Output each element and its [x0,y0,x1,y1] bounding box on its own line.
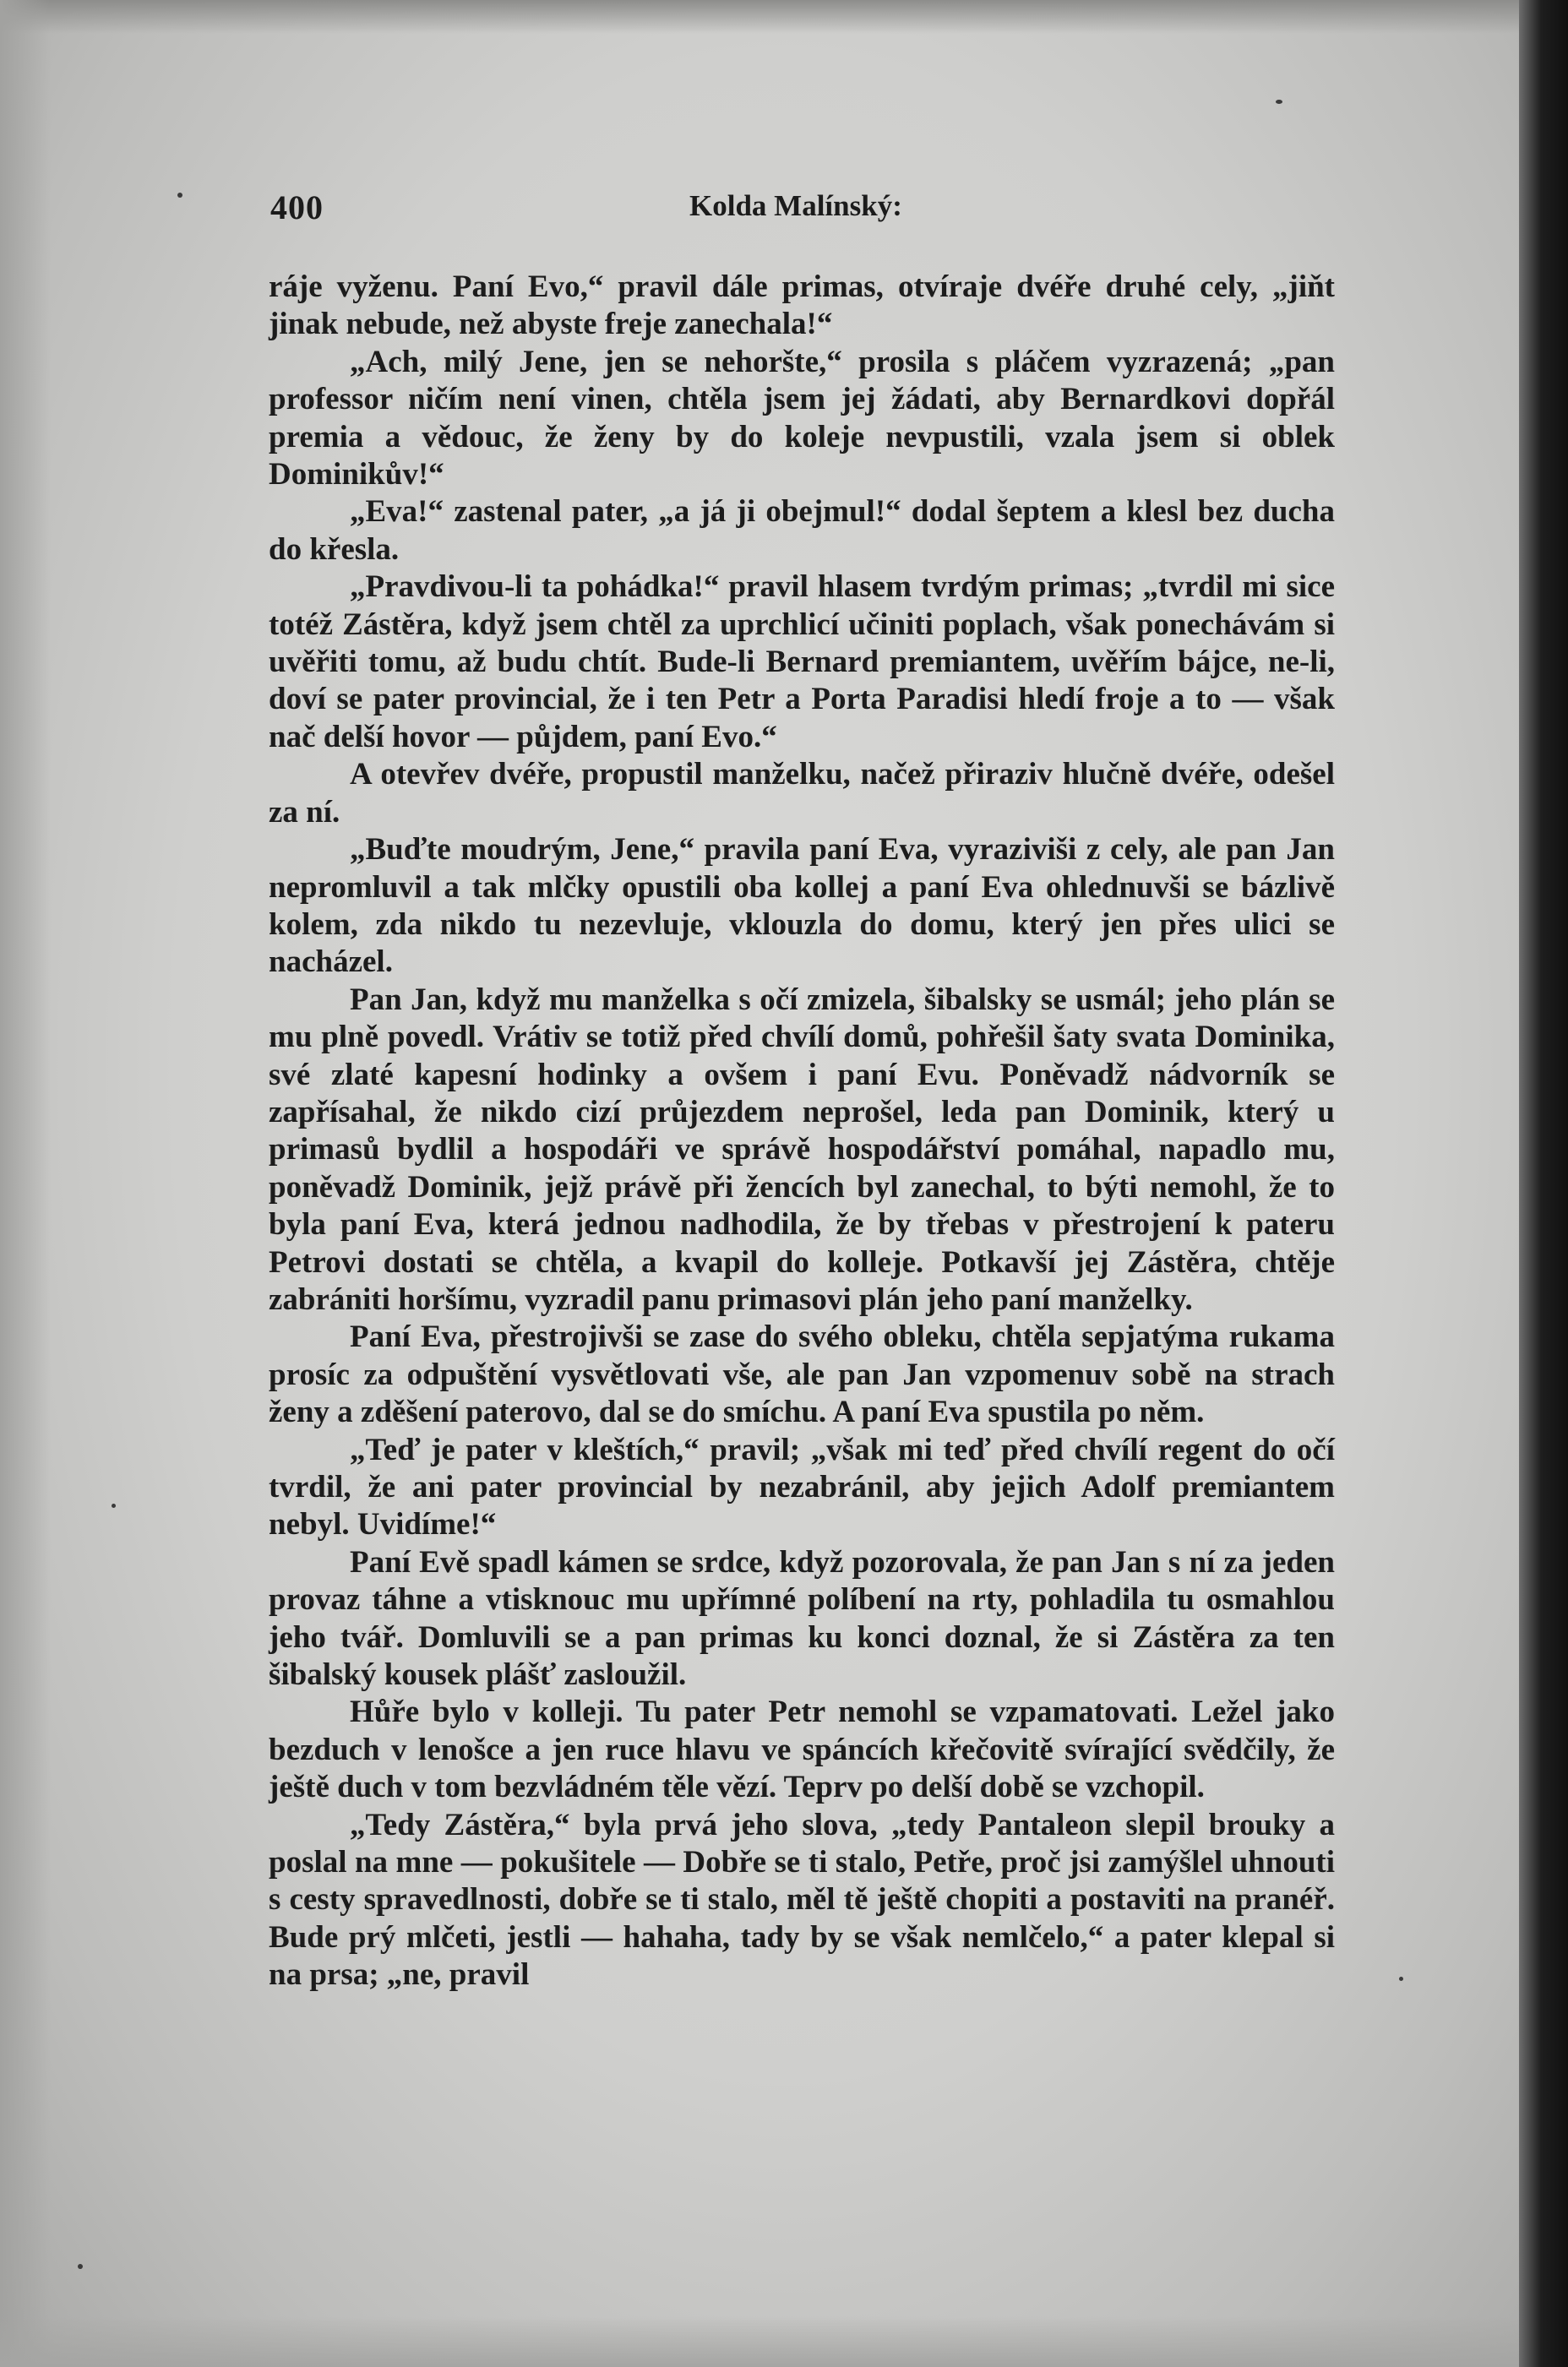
page-shadow-bottom [0,2316,1568,2367]
speck [177,193,182,198]
paragraph: „Tedy Zástěra,“ byla prvá jeho slova, „tedy Pantaleon slepil brouky a poslal na mne — pokušitele — Dobře se ti stalo, Petře, proč jsi zamýšlel uhnouti s cesty spravedlnosti, dobře se ti stalo, měl tě ještě chopiti a postaviti na pranéř. Bude prý mlčeti, jestli — hahaha, tady by se však nemlčelo,“ a pater klepal si na prsa; „ne, pravil [269,1807,1335,1993]
page-shadow-left [0,0,51,2367]
speck [112,1504,116,1508]
paragraph: ráje vyženu. Paní Evo,“ pravil dále primas, otvíraje dvéře druhé cely, „jiňt jinak nebude, než abyste freje zanechala!“ [269,269,1335,342]
page-number: 400 [270,188,324,226]
paragraph: „Buďte moudrým, Jene,“ pravila paní Eva, vyraziviši z cely, ale pan Jan nepromluvil a tak mlčky opustili oba kollej a paní Eva ohlednuvši se bázlivě kolem, zda nikdo tu nezevluje, vklouzla do domu, který jen přes ulici se nacházel. [269,832,1335,980]
paragraph: A otevřev dvéře, propustil manželku, načež přiraziv hlučně dvéře, odešel za ní. [269,757,1335,830]
speck [1276,100,1282,104]
paragraph: Hůře bylo v kolleji. Tu pater Petr nemohl se vzpamatovati. Ležel jako bezduch v lenošce a jen ruce hlavu ve spáncích křečovitě svírající svědčily, že ještě duch v tom bezvládném těle vězí. Teprv po delší době se vzchopil. [269,1695,1335,1805]
paragraph: Paní Evě spadl kámen se srdce, když pozorovala, že pan Jan s ní za jeden provaz táhne a vtisknouc mu upřímné políbení na rty, pohladila tu osmahlou jeho tvář. Domluvili se a pan primas ku konci doznal, že si Zástěra za ten šibalský kousek plášť zasloužil. [269,1544,1335,1693]
paragraph: „Ach, milý Jene, jen se nehoršte,“ prosila s pláčem vyzrazená; „pan professor ničím není vinen, chtěla jsem jej žádati, aby Bernardkovi dopřál premia a vědouc, že ženy by do koleje nevpustili, vzala jsem si oblek Dominikův!“ [269,344,1335,492]
page-shadow-top [0,0,1568,34]
page-shadow-right [1519,0,1568,2367]
speck [78,2264,83,2269]
speck [1399,1977,1403,1981]
paragraph: „Teď je pater v kleštích,“ pravil; „však mi teď před chvílí regent do očí tvrdil, že ani pater provincial by nezabránil, aby jejich Adolf premiantem nebyl. Uvidíme!“ [269,1432,1335,1543]
paragraph: „Pravdivou-li ta pohádka!“ pravil hlasem tvrdým primas; „tvrdil mi sice totéž Zástěra, když jsem chtěl za uprchlicí učiniti poplach, však ponechávám si uvěřiti tomu, až budu chtít. Bude-li Bernard premiantem, uvěřím bájce, ne-li, doví se pater provincial, že i ten Petr a Porta Paradisi hledí froje a to — však nač delší hovor — půjdem, paní Evo.“ [269,569,1335,754]
body-text [269,269,1335,1994]
page-header [270,188,1335,230]
paragraph: Paní Eva, přestrojivši se zase do svého obleku, chtěla sepjatýma rukama prosíc za odpuštění vysvětlovati vše, ale pan Jan vzpomenuv sobě na strach ženy a zděšení paterovo, dal se do smíchu. A paní Eva spustila po něm. [269,1320,1335,1430]
running-head: Kolda Malínský: [689,189,902,222]
paragraph: „Eva!“ zastenal pater, „a já ji obejmul!“ dodal šeptem a klesl bez ducha do křesla. [269,494,1335,567]
paragraph: Pan Jan, když mu manželka s očí zmizela, šibalsky se usmál; jeho plán se mu plně povedl. Vrátiv se totiž před chvílí domů, pohřešil šaty svata Dominika, své zlaté kapesní hodinky a ovšem i paní Evu. Poněvadž nádvorník se zapřísahal, že nikdo cizí průjezdem neprošel, leda pan Dominik, který u primasů bydlil a hospodáři ve správě hospodářství pomáhal, napadlo mu, poněvadž Dominik, jejž právě při žencích byl zanechal, to býti nemohl, že to byla paní Eva, která jednou nadhodila, že by třebas v přestrojení k pateru Petrovi dostati se chtěla, a kvapil do kolleje. Potkavší jej Zástěra, chtěje zabrániti horšímu, vyzradil panu primasovi plán jeho paní manželky. [269,982,1335,1317]
